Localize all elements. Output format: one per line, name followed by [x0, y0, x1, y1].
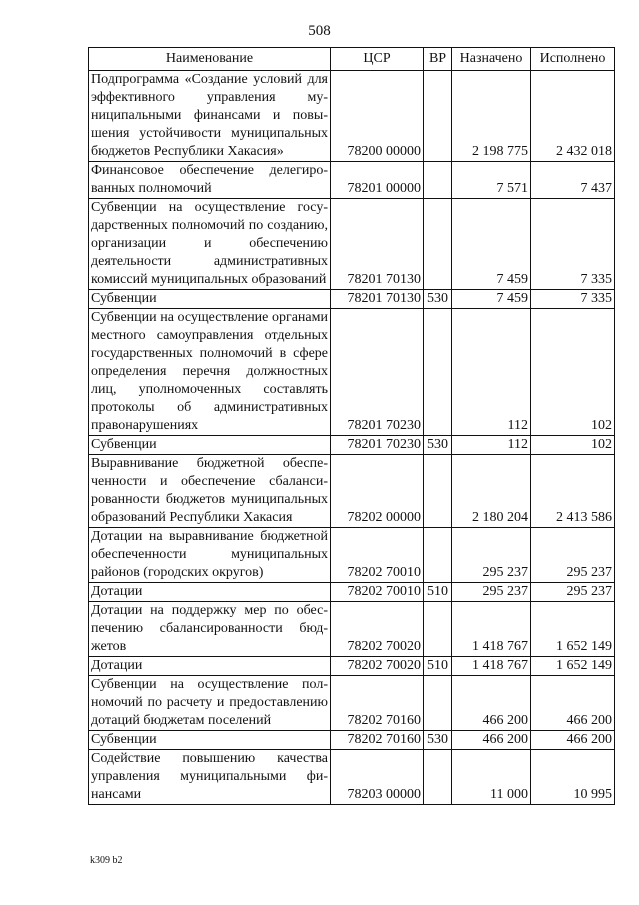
row-executed: 1 652 149 [531, 602, 615, 657]
row-vr [424, 309, 452, 436]
row-csr: 78201 00000 [331, 162, 424, 199]
header-vr: ВР [424, 48, 452, 71]
row-name: Финансовое обеспечение делегированных полномочий [89, 162, 331, 199]
row-vr [424, 528, 452, 583]
row-executed: 466 200 [531, 731, 615, 750]
header-assigned: Назначено [452, 48, 531, 71]
table-row [89, 199, 615, 290]
row-assigned: 295 237 [452, 528, 531, 583]
row-executed: 2 413 586 [531, 455, 615, 528]
row-executed: 7 335 [531, 199, 615, 290]
table-row [89, 290, 615, 309]
row-vr: 530 [424, 290, 452, 309]
table-row [89, 602, 615, 657]
row-assigned: 2 180 204 [452, 455, 531, 528]
row-executed: 1 652 149 [531, 657, 615, 676]
table-row [89, 436, 615, 455]
table-row [89, 71, 615, 162]
row-name: Дотации на поддержку мер по обеспечению сбалансированности бюджетов [89, 602, 331, 657]
row-csr: 78202 00000 [331, 455, 424, 528]
row-executed: 7 335 [531, 290, 615, 309]
row-assigned: 295 237 [452, 583, 531, 602]
row-vr: 530 [424, 436, 452, 455]
row-vr [424, 71, 452, 162]
row-assigned: 112 [452, 436, 531, 455]
row-assigned: 7 459 [452, 290, 531, 309]
table-row [89, 750, 615, 805]
row-assigned: 11 000 [452, 750, 531, 805]
row-name: Подпрограмма «Создание условий для эффективного управления муниципальными финансами и повышения устойчивости муниципальных бюджетов Республики Хакасия» [89, 71, 331, 162]
row-csr: 78201 70230 [331, 309, 424, 436]
row-vr [424, 162, 452, 199]
row-executed: 10 995 [531, 750, 615, 805]
row-executed: 102 [531, 309, 615, 436]
row-csr: 78201 70130 [331, 199, 424, 290]
row-csr: 78200 00000 [331, 71, 424, 162]
row-vr [424, 676, 452, 731]
row-vr: 530 [424, 731, 452, 750]
page-number: 508 [308, 23, 331, 39]
row-csr: 78201 70130 [331, 290, 424, 309]
header-name: Наименование [89, 48, 331, 71]
row-assigned: 2 198 775 [452, 71, 531, 162]
row-assigned: 1 418 767 [452, 602, 531, 657]
row-assigned: 1 418 767 [452, 657, 531, 676]
table-row [89, 676, 615, 731]
row-assigned: 466 200 [452, 731, 531, 750]
table-row [89, 162, 615, 199]
row-csr: 78202 70010 [331, 583, 424, 602]
header-csr: ЦСР [331, 48, 424, 71]
row-vr [424, 199, 452, 290]
row-executed: 295 237 [531, 583, 615, 602]
row-executed: 466 200 [531, 676, 615, 731]
row-name: Содействие повышению качества управления муниципальными финансами [89, 750, 331, 805]
row-name: Субвенции на осуществление органами местного самоуправления отдельных государственных полномочий в сфере определения перечня должностных лиц, уполномоченных составлять протоколы об административных правонарушениях [89, 309, 331, 436]
table-header-row [89, 48, 615, 71]
table-row [89, 309, 615, 436]
row-vr [424, 602, 452, 657]
row-csr: 78201 70230 [331, 436, 424, 455]
row-executed: 102 [531, 436, 615, 455]
row-csr: 78202 70160 [331, 676, 424, 731]
row-assigned: 7 571 [452, 162, 531, 199]
row-name: Субвенции [89, 436, 331, 455]
row-vr [424, 455, 452, 528]
row-csr: 78202 70160 [331, 731, 424, 750]
row-name: Дотации [89, 583, 331, 602]
budget-table [88, 47, 615, 805]
footer-code: k309 b2 [90, 855, 123, 866]
row-executed: 295 237 [531, 528, 615, 583]
table-row [89, 731, 615, 750]
row-csr: 78203 00000 [331, 750, 424, 805]
header-executed: Исполнено [531, 48, 615, 71]
table-row [89, 455, 615, 528]
row-name: Дотации на выравнивание бюджетной обеспеченности муниципальных районов (городских округов) [89, 528, 331, 583]
row-name: Субвенции на осуществление полномочий по расчету и предоставлению дотаций бюджетам поселений [89, 676, 331, 731]
row-csr: 78202 70020 [331, 602, 424, 657]
table-row [89, 583, 615, 602]
row-executed: 7 437 [531, 162, 615, 199]
table-row [89, 528, 615, 583]
table-row [89, 657, 615, 676]
row-csr: 78202 70020 [331, 657, 424, 676]
row-vr: 510 [424, 657, 452, 676]
row-name: Субвенции на осуществление государственных полномочий по созданию, организации и обеспечению деятельности административных комиссий муниципальных образований [89, 199, 331, 290]
row-assigned: 112 [452, 309, 531, 436]
row-assigned: 7 459 [452, 199, 531, 290]
row-name: Субвенции [89, 731, 331, 750]
row-name: Выравнивание бюджетной обеспеченности и обеспечение сбалансированности бюджетов муниципальных образований Республики Хакасия [89, 455, 331, 528]
row-vr: 510 [424, 583, 452, 602]
row-executed: 2 432 018 [531, 71, 615, 162]
row-name: Субвенции [89, 290, 331, 309]
row-assigned: 466 200 [452, 676, 531, 731]
row-csr: 78202 70010 [331, 528, 424, 583]
row-name: Дотации [89, 657, 331, 676]
row-vr [424, 750, 452, 805]
